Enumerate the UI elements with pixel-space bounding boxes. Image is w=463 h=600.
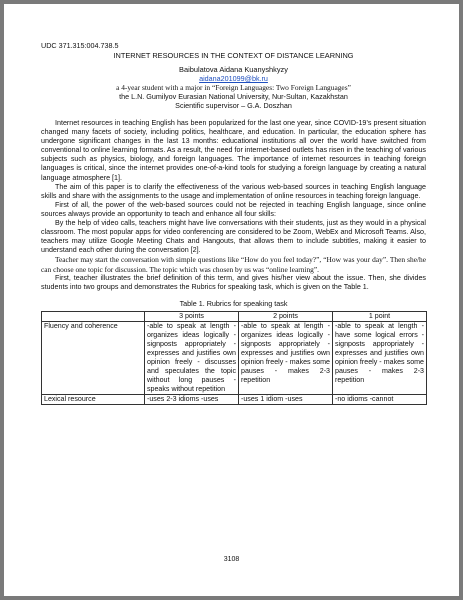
table-header-1-point: 1 point	[333, 311, 427, 321]
document-page	[4, 4, 459, 596]
table-caption: Table 1. Rubrics for speaking task	[179, 298, 288, 308]
author-email-link[interactable]: aidana201099@bk.ru	[199, 74, 268, 83]
scientific-supervisor: Scientific supervisor – G.A. Doszhan	[175, 101, 292, 110]
paragraph-conversation: Teacher may start the conversation with simple questions like “How do you feel today?”, “How was your day”. Then she/he can choose one topic for discussion. The topic which was chosen by us was “online learning”.	[41, 255, 426, 274]
paragraph-web-sources: First of all, the power of the web-based sources could not be rejected in teaching English language, since online sources always provide an opportunity to teach and enhance all four skills:	[41, 200, 426, 218]
table-cell: -uses 1 idiom -uses	[239, 394, 333, 404]
table-header-2-points: 2 points	[239, 311, 333, 321]
table-header-row	[42, 311, 427, 321]
affiliation-line-1: a 4-year student with a major in “Foreign Languages: Two Foreign Languages”	[116, 83, 351, 92]
paragraph-rubrics: First, teacher illustrates the brief definition of this term, and gives his/her view about the issue. Then, she divides students into two groups and demonstrates the Rubrics for speaking task, which is given on the Table 1.	[41, 273, 426, 291]
paper-body	[41, 119, 426, 292]
page-content	[41, 41, 426, 405]
rubric-table	[41, 311, 427, 405]
table-row	[42, 394, 427, 404]
table-row	[42, 321, 427, 394]
paper-title: INTERNET RESOURCES IN THE CONTEXT OF DISTANCE LEARNING	[113, 51, 354, 60]
table-header-3-points: 3 points	[145, 311, 239, 321]
criterion-fluency: Fluency and coherence	[42, 321, 145, 394]
table-header-empty	[42, 311, 145, 321]
table-cell: -no idioms -cannot	[333, 394, 427, 404]
criterion-lexical: Lexical resource	[42, 394, 145, 404]
affiliation-line-2: the L.N. Gumilyov Eurasian National University, Nur-Sultan, Kazakhstan	[119, 92, 348, 101]
table-cell: -able to speak at length -organizes ideas logically -signposts appropriately - expresses and justifies own opinion freely - makes some pauses - makes 2-3 repetition	[239, 321, 333, 394]
udc-code: UDC 371.315:004.738.5	[41, 41, 119, 50]
paragraph-video-calls: By the help of video calls, teachers might have live conversations with their students, just as they would in a physical classroom. The most popular apps for video conferencing are considered to be Zoom, WebEx and Microsoft Teams. Also, teachers may utilize Google Meeting Chats and Hangouts, that allows them to include subtitles, making it easier to understand each other during the conversation [2].	[41, 219, 426, 255]
table-cell: -uses 2-3 idioms -uses	[145, 394, 239, 404]
paragraph-aim: The aim of this paper is to clarify the effectiveness of the various web-based sources in teaching English language skills and share with the assignments to the usage and implementation of online resources in teaching foreign language.	[41, 182, 426, 200]
paragraph-intro: Internet resources in teaching English has been popularized for the last one year, since COVID-19’s present situation changed many facets of society, including politics, healthcare, and education. In particular, the education sphere has undergone significant changes in the last 13 months: educational institutions all over the world have switched from conventional to online learning formats. As a result, the need for internet-based outlets has risen in the teaching of various subjects such as physics, biology, and foreign languages. The importance of internet resources in teaching foreign languages is critical, since the internet provides one-of-a-kind tools for studying a foreign language by creating a natural language atmosphere [1].	[41, 119, 426, 182]
author-name: Baibulatova Aidana Kuanyshkyzy	[179, 65, 288, 74]
page-number: 3108	[223, 556, 240, 563]
table-cell: -able to speak at length -have some logical errors -signposts appropriately - expresses and justifies own opinion freely - makes some pauses - makes 2-3 repetition	[333, 321, 427, 394]
table-cell: -able to speak at length -organizes ideas logically -signposts appropriately - expresses and justifies own opinion freely - discusses and speculates the topic without long pauses - speaks without repetition	[145, 321, 239, 394]
